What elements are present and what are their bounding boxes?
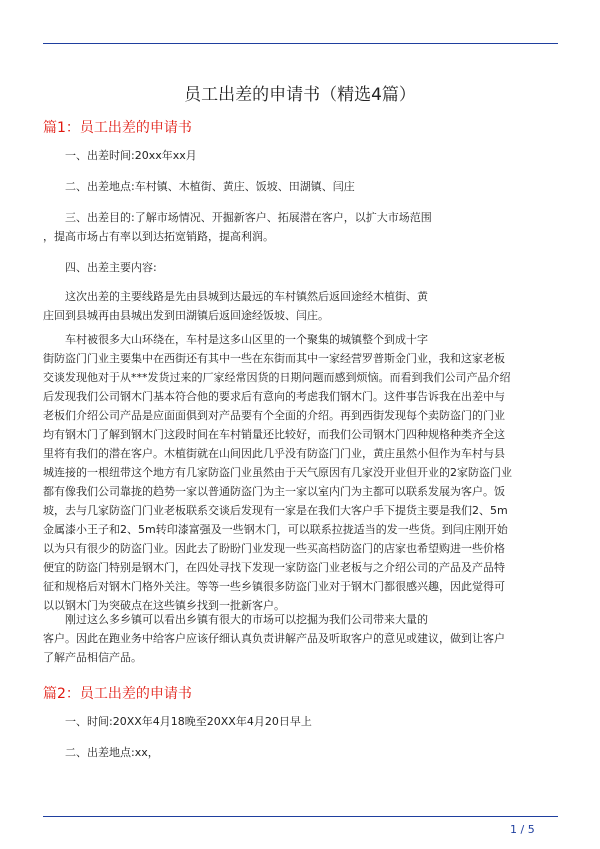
text-line: 后发现我们公司钢木门基本符合他的要求后有意向的考虑我们钢木门。这件事告诉我在出差中与	[43, 390, 505, 403]
page-number: 1 / 5	[510, 823, 535, 836]
section-2-item-location: 二、出差地点:xx，	[65, 746, 159, 759]
text-line: 了解产品相信产品。	[43, 651, 142, 664]
text-line: 刚过这么多乡镇可以看出乡镇有很大的市场可以挖掘为我们公司带来大量的	[65, 613, 428, 626]
text-line: 交谈发现他对于从***发货过来的厂家经常因货的日期问题而感到烦恼。而看到我们公司产品介绍	[43, 371, 511, 384]
section-1-item-time: 一、出差时间:20xx年xx月	[65, 149, 197, 162]
text-line: 客户。因此在跑业务中给客户应该仔细认真负责讲解产品及听取客户的意见或建议，做到让客户	[43, 632, 505, 645]
section-1-paragraph-route	[43, 287, 563, 325]
section-1-paragraph-summary	[43, 610, 563, 667]
text-line: 坡，去与几家防盗门门业老板联系交谈后发现有一家是在我们大客户手下提货主要是我们2、5m	[43, 504, 508, 517]
text-line: 老板们介绍公司产品是应面面俱到对产品要有个全面的介绍。再到西街发现每个卖防盗门的门业	[43, 409, 505, 422]
section-2-heading: 篇2：员工出差的申请书	[43, 686, 192, 702]
text-line: 都有像我们公司靠拢的趋势一家以普通防盗门为主一家以室内门为主都可以联系发展为客户。饭	[43, 485, 505, 498]
text-line: 城连接的一根纽带这个地方有几家防盗门业虽然由于天气原因有几家没开业但开业的2家防盗门业	[43, 466, 512, 479]
header-rule	[43, 43, 558, 44]
section-1-item-content: 四、出差主要内容:	[65, 261, 157, 274]
document-title: 员工出差的申请书（精选4篇）	[184, 85, 416, 105]
text-line: 便宜的防盗门特别是钢木门，在四处寻找下发现一家防盗门业老板与之介绍公司的产品及产品特	[43, 561, 505, 574]
text-line: 庄回到县城再由县城出发到田湖镇后返回途经饭坡、闫庄。	[43, 309, 329, 322]
section-1-item-purpose-line1: 三、出差目的:了解市场情况、开掘新客户、拓展潜在客户，以扩大市场范围	[65, 211, 432, 224]
text-line: 这次出差的主要线路是先由县城到达最远的车村镇然后返回途经木植街、黄	[65, 290, 428, 303]
text-line: 里将有我们的潜在客户。木植街就在山间因此几乎没有防盗门门业，黄庄虽然小但作为车村与县	[43, 447, 505, 460]
section-1-item-location: 二、出差地点:车村镇、木植街、黄庄、饭坡、田湖镇、闫庄	[65, 180, 355, 193]
footer-rule	[43, 816, 558, 817]
text-line: 街防盗门门业主要集中在西街还有其中一些在东街而其中一家经营罗普斯金门业，我和这家老板	[43, 352, 505, 365]
section-1-item-purpose-line2: ，提高市场占有率以到达拓宽销路，提高利润。	[43, 230, 274, 243]
text-line: 以以钢木门为突破点在这些镇乡找到一批新客户。	[43, 599, 285, 612]
section-1-paragraph-details	[43, 330, 563, 615]
section-2-item-time: 一、时间:20XX年4月18晚至20XX年4月20日早上	[65, 715, 312, 728]
text-line: 以为只有很少的防盗门业。因此去了盼盼门业发现一些买高档防盗门的店家也希望购进一些价格	[43, 542, 505, 555]
section-1-heading: 篇1：员工出差的申请书	[43, 120, 192, 136]
text-line: 金属漆小王子和2、5m转印漆富强及一些钢木门，可以联系拉拢适当的发一些货。到闫庄刚开始	[43, 523, 508, 536]
text-line: 车村被很多大山环绕在，车村是这多山区里的一个聚集的城镇整个到成十字	[65, 333, 428, 346]
text-line: 均有钢木门了解到钢木门这段时间在车村销量还比较好，而我们公司钢木门四种规格种类齐全这	[43, 428, 505, 441]
text-line: 征和规格后对钢木门格外关注。等等一些乡镇很多防盗门业对于钢木门都很感兴趣，因此觉得可	[43, 580, 505, 593]
